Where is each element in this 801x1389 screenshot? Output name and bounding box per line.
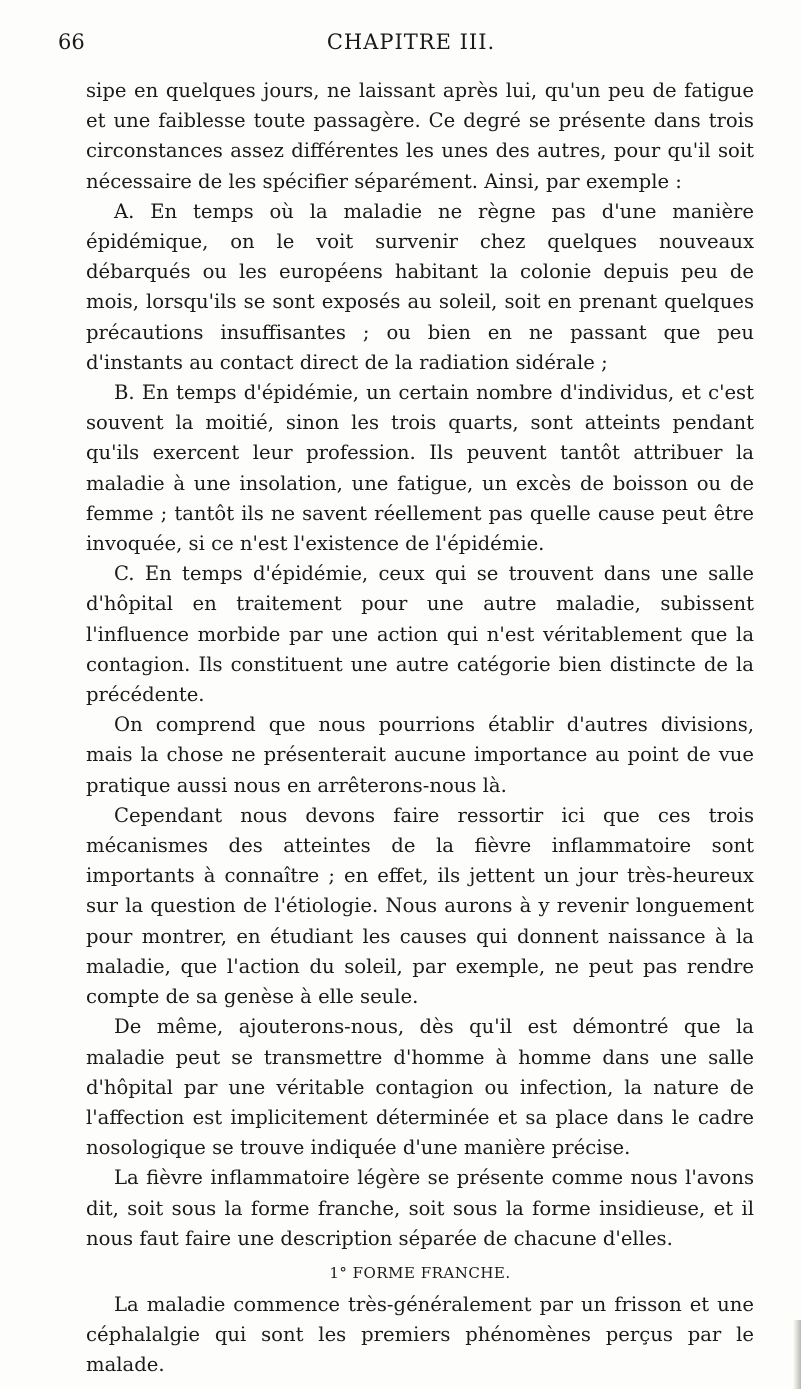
paragraph-case-c: C. En temps d'épidémie, ceux qui se trouvent dans une salle d'hôpital en traitement pour une autre maladie, subissent l'influence morbide par une action qui n'est véritablement que la contagion. Ils constituent une autre catégorie bien distincte de la précédente. [86,562,754,707]
paragraph-case-b: B. En temps d'épidémie, un certain nombre d'individus, et c'est souvent la moitié, sinon les trois quarts, sont atteints pendant qu'ils exercent leur profession. Ils peuvent tantôt attribuer la maladie à une insolation, une fatigue, un excès de boisson ou de femme ; tantôt ils ne savent réellement pas quelle cause peut être invoquée, si ce n'est l'existence de l'épidémie. [86,381,754,556]
chapter-title: CHAPITRE III. [326,30,496,54]
paragraph-contagion: De même, ajouterons-nous, dès qu'il est démontré que la maladie peut se transmettre d'homme à homme dans une salle d'hôpital par une véritable contagion ou infection, la nature de l'affection est implicitement déterminée et sa place dans le cadre nosologique se trouve indiquée d'une manière précise. [86,1015,754,1160]
paragraph-continued: sipe en quelques jours, ne laissant après lui, qu'un peu de fatigue et une faiblesse toute passagère. Ce degré se présente dans trois circonstances assez différentes les unes des autres, pour qu'il soit nécessaire de les spécifier séparément. Ainsi, par exemple : [86,79,754,193]
paragraph-forms: La fièvre inflammatoire légère se présente comme nous l'avons dit, soit sous la forme franche, soit sous la forme insidieuse, et il nous faut faire une description séparée de chacune d'elles. [86,1166,754,1250]
paragraph-mechanisms: Cependant nous devons faire ressortir ici que ces trois mécanismes des atteintes de la fièvre inflammatoire sont importants à connaître ; en effet, ils jettent un jour très-heureux sur la question de l'étiologie. Nous aurons à y revenir longuement pour montrer, en étudiant les causes qui donnent naissance à la maladie, que l'action du soleil, par exemple, ne peut pas rendre compte de sa genèse à elle seule. [86,803,754,1009]
body-text [86,76,754,1381]
paragraph-divisions: On comprend que nous pourrions établir d'autres divisions, mais la chose ne présenterait aucune importance au point de vue pratique aussi nous en arrêterons-nous là. [86,713,754,797]
running-header [58,30,764,58]
section-heading: 1° FORME FRANCHE. [329,1263,511,1282]
page-number: 66 [58,30,85,54]
paragraph-onset: La maladie commence très-généralement par un frisson et une céphalalgie qui sont les premiers phénomènes perçus par le malade. [86,1292,754,1377]
page-edge-shadow [793,1320,801,1389]
paragraph-case-a: A. En temps où la maladie ne règne pas d'une manière épidémique, on le voit survenir chez quelques nouveaux débarqués ou les européens habitant la colonie depuis peu de mois, lorsqu'ils se sont exposés au soleil, soit en prenant quelques précautions insuffisantes ; ou bien en ne passant que peu d'instants au contact direct de la radiation sidérale ; [86,199,754,374]
